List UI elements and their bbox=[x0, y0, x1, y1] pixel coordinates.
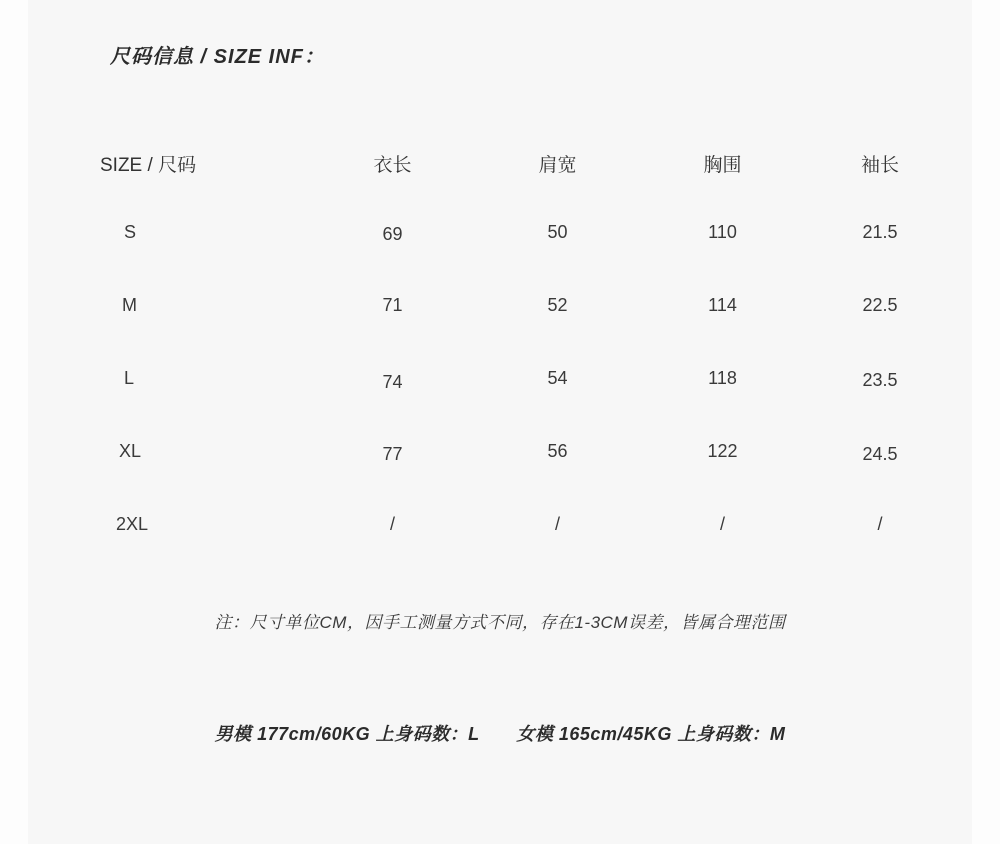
cell-shoulder: / bbox=[554, 514, 560, 534]
column-header-sleeve: 袖长 bbox=[860, 154, 899, 176]
cell-bust: 118 bbox=[708, 368, 737, 388]
table-row bbox=[100, 269, 955, 342]
measurement-note: 注：尺寸单位CM，因手工测量方式不同，存在1-3CM误差，皆属合理范围 bbox=[214, 613, 786, 632]
cell-length: 71 bbox=[382, 295, 403, 315]
cell-size: XL bbox=[119, 441, 142, 461]
column-header-size: SIZE / 尺码 bbox=[100, 154, 197, 176]
cell-size: S bbox=[124, 222, 137, 242]
column-header-length: 衣长 bbox=[373, 154, 412, 176]
female-model-info: 女模 165cm/45KG 上身码数：M bbox=[516, 724, 786, 744]
table-row bbox=[100, 196, 955, 269]
cell-size: L bbox=[124, 368, 135, 388]
cell-shoulder: 52 bbox=[547, 295, 568, 315]
table-header-row bbox=[100, 130, 955, 196]
table-row bbox=[100, 488, 955, 561]
cell-size: 2XL bbox=[116, 514, 149, 534]
column-header-bust: 胸围 bbox=[703, 154, 742, 176]
cell-length: / bbox=[389, 514, 395, 534]
cell-bust: 114 bbox=[708, 295, 737, 315]
table-row bbox=[100, 415, 955, 488]
cell-shoulder: 54 bbox=[547, 368, 568, 388]
cell-bust: 110 bbox=[708, 222, 737, 242]
model-info bbox=[0, 720, 1000, 746]
cell-length: 77 bbox=[382, 444, 403, 464]
cell-sleeve: 22.5 bbox=[862, 295, 898, 315]
cell-sleeve: 21.5 bbox=[862, 222, 898, 242]
cell-bust: 122 bbox=[707, 441, 738, 461]
page-title: 尺码信息 / SIZE INF： bbox=[110, 46, 325, 68]
cell-shoulder: 50 bbox=[547, 222, 568, 242]
size-table bbox=[100, 130, 955, 561]
cell-shoulder: 56 bbox=[547, 441, 568, 461]
cell-sleeve: 23.5 bbox=[862, 370, 898, 390]
size-table-body bbox=[100, 196, 955, 561]
cell-sleeve: / bbox=[877, 514, 883, 534]
cell-length: 69 bbox=[382, 224, 403, 244]
column-header-shoulder: 肩宽 bbox=[538, 154, 577, 176]
cell-sleeve: 24.5 bbox=[862, 444, 898, 464]
table-row bbox=[100, 342, 955, 415]
cell-length: 74 bbox=[382, 372, 403, 392]
size-table-head bbox=[100, 130, 955, 196]
cell-bust: / bbox=[719, 514, 725, 534]
cell-size: M bbox=[122, 295, 137, 315]
male-model-info: 男模 177cm/60KG 上身码数：L bbox=[214, 724, 480, 744]
size-table-container bbox=[0, 130, 1000, 561]
